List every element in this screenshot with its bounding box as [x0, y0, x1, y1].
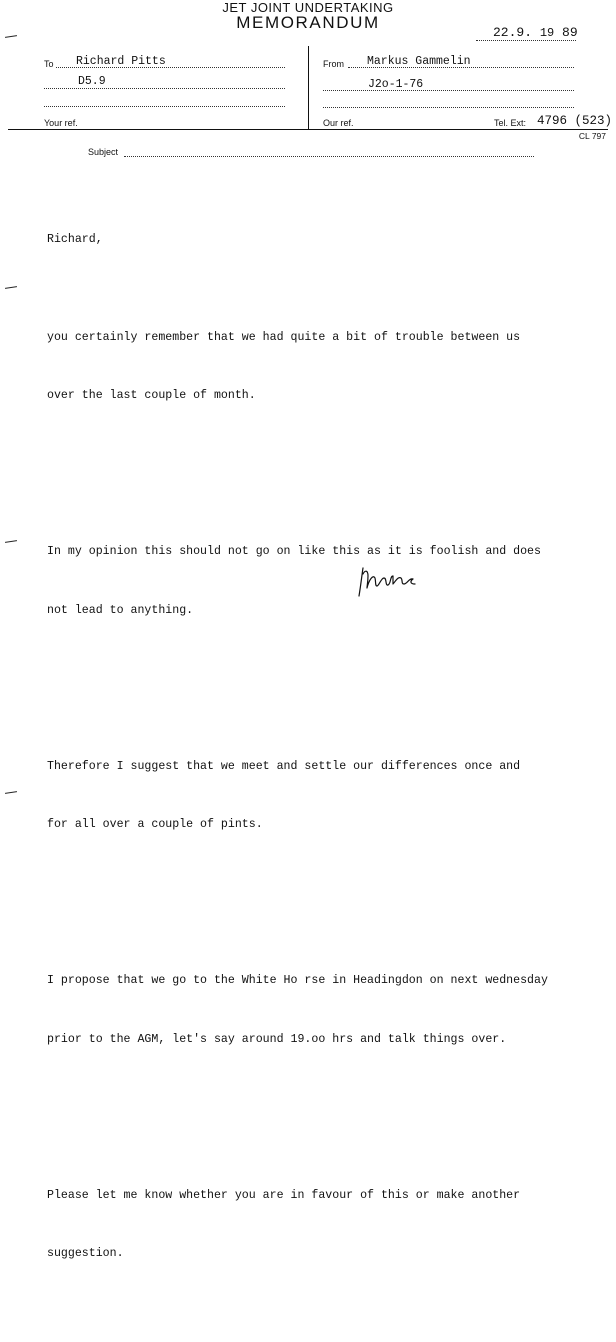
our-ref-label: Our ref.	[323, 118, 354, 128]
margin-mark	[5, 540, 17, 543]
greeting: Richard,	[47, 233, 103, 246]
memo-date	[493, 25, 578, 40]
paragraph-3	[47, 718, 587, 874]
body-line: In my opinion this should not go on like this as it is foolish and does	[47, 545, 541, 558]
to-name-line	[56, 67, 285, 68]
body-line: Please let me know whether you are in favour of this or make another	[47, 1188, 521, 1202]
body-line: suggestion.	[47, 1247, 124, 1260]
subject-label: Subject	[88, 147, 119, 157]
body-line: you certainly remember that we had quite a bit of trouble between us	[47, 330, 521, 344]
margin-mark	[5, 35, 17, 38]
to-location-line	[44, 88, 285, 89]
date-year: 89	[562, 25, 578, 40]
from-label: From	[323, 59, 344, 69]
date-day-month: 22.9.	[493, 25, 533, 40]
margin-mark	[5, 286, 17, 289]
body-line: not lead to anything.	[47, 603, 194, 617]
from-name-line	[348, 67, 574, 68]
to-label: To	[44, 59, 54, 69]
date-century: 19	[539, 26, 555, 40]
form-code: CL 797	[578, 131, 606, 141]
signature-scribble	[355, 562, 425, 602]
header-rule	[8, 129, 608, 130]
from-location-line	[323, 90, 574, 91]
body-line: over the last couple of month.	[47, 389, 256, 402]
date-dotted-line	[476, 40, 576, 41]
from-blank-line	[323, 107, 574, 108]
your-ref-label: Your ref.	[44, 118, 78, 128]
memo-title: MEMORANDUM	[236, 13, 380, 32]
body-line: Therefore I suggest that we meet and settle our differences once and	[47, 759, 521, 773]
paragraph-5	[47, 1147, 587, 1303]
to-name: Richard Pitts	[76, 55, 166, 68]
body-line: prior to the AGM, let's say around 19.oo hrs and talk things over.	[47, 1032, 507, 1046]
subject-line	[124, 156, 534, 157]
to-location: D5.9	[78, 75, 106, 88]
from-name: Markus Gammelin	[367, 55, 471, 68]
paragraph-2	[47, 503, 587, 659]
signature	[355, 562, 425, 607]
paragraph-1	[47, 289, 587, 445]
vertical-divider	[308, 46, 309, 130]
body-line: for all over a couple of pints.	[47, 818, 263, 831]
tel-ext-value: 4796 (523)	[537, 114, 613, 128]
body-line: I propose that we go to the White Ho rse in Headingdon on next wednesday	[47, 974, 548, 987]
tel-ext-label: Tel. Ext:	[494, 118, 527, 128]
memo-body	[47, 191, 587, 1342]
to-blank-line	[44, 106, 285, 107]
organization-name: JET JOINT UNDERTAKING	[222, 0, 394, 15]
margin-mark	[5, 791, 17, 794]
paragraph-4	[47, 932, 587, 1088]
from-location: J2o-1-76	[368, 78, 424, 91]
